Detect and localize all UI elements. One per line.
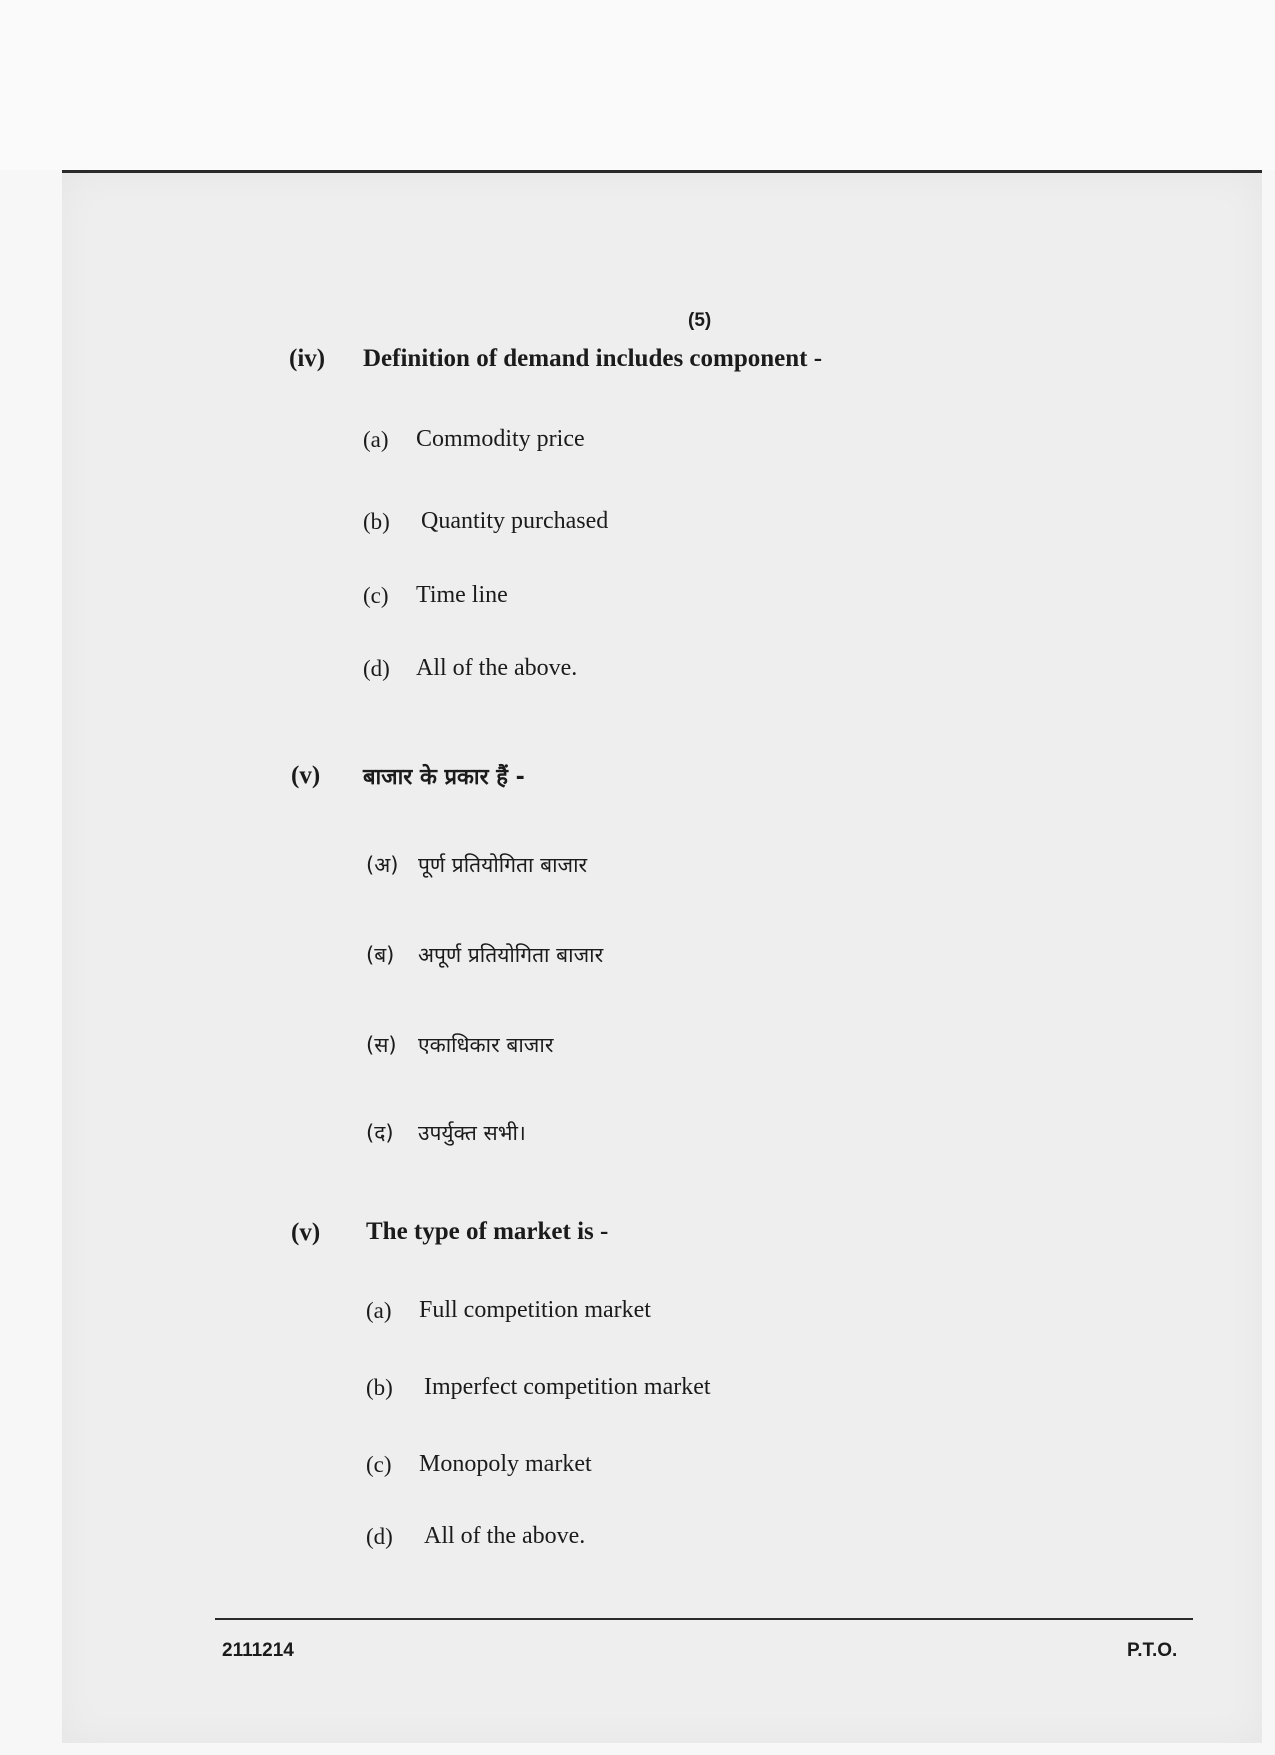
option-text: Quantity purchased [421,508,609,534]
option-text: All of the above. [424,1523,586,1549]
option-letter: (d) [363,656,390,681]
option-text: Full competition market [419,1297,651,1323]
option-text: पूर्ण प्रतियोगिता बाजार [418,853,588,877]
option-text: Monopoly market [419,1451,592,1477]
question-number: (v) [291,762,321,789]
option-letter: (c) [366,1452,392,1477]
option-letter: (स) [366,1033,397,1057]
paper-code: 2111214 [222,1640,294,1661]
option-letter: (a) [366,1298,392,1323]
footer-divider [215,1618,1193,1620]
option-letter: (द) [366,1121,394,1145]
option-text: अपूर्ण प्रतियोगिता बाजार [418,943,604,967]
question-text: The type of market is - [366,1218,609,1245]
pto-label: P.T.O. [1127,1640,1178,1661]
question-text: बाजार के प्रकार हैं - [363,765,525,790]
option-letter: (ब) [366,943,395,967]
option-text: एकाधिकार बाजार [418,1033,554,1057]
question-number: (v) [291,1219,321,1246]
option-text: उपर्युक्त सभी। [418,1121,526,1145]
option-text: Commodity price [416,426,585,452]
option-letter: (b) [363,509,390,534]
option-text: All of the above. [416,655,578,681]
option-letter: (b) [366,1375,393,1400]
option-letter: (अ) [366,853,399,877]
option-letter: (d) [366,1524,393,1549]
option-letter: (a) [363,427,389,452]
exam-sheet [62,170,1262,1743]
option-letter: (c) [363,583,389,608]
option-text: Time line [416,582,508,608]
page-number: (5) [688,310,712,331]
question-number: (iv) [289,345,326,372]
question-text: Definition of demand includes component - [363,345,823,372]
option-text: Imperfect competition market [424,1374,711,1400]
page-top-margin [0,0,1275,170]
